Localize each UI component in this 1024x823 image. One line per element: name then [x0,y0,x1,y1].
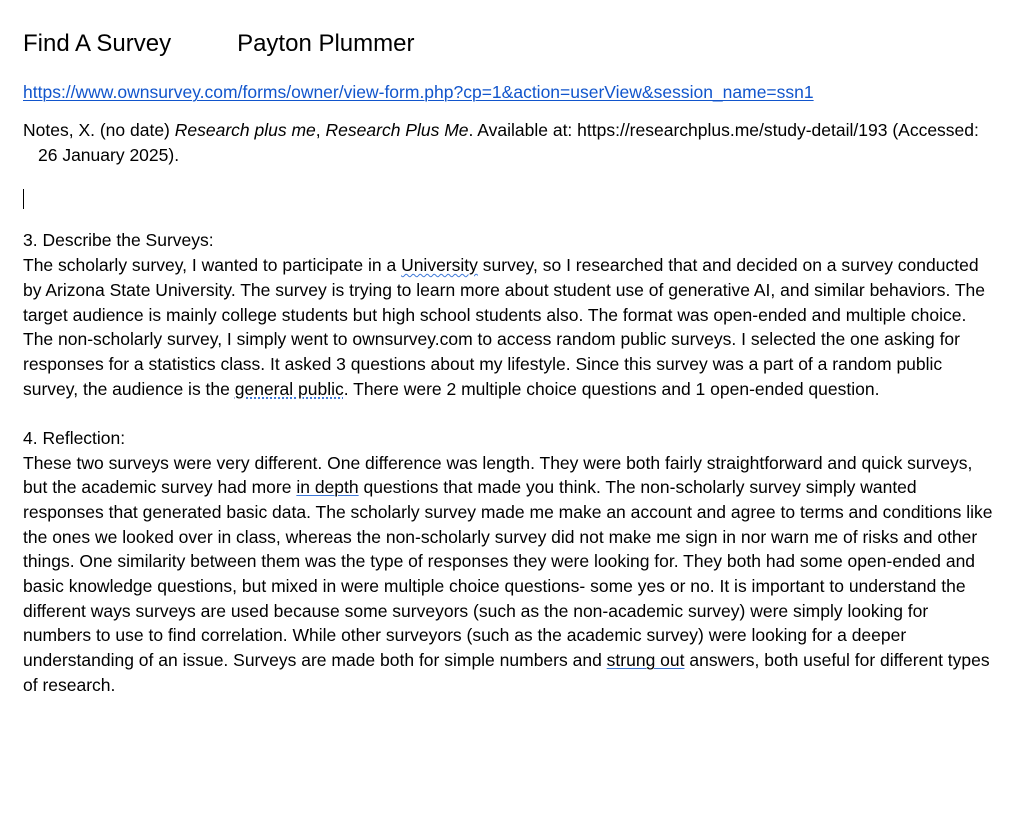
text-run: The non-scholarly survey, I simply went to ownsurvey.com to access random public surveys. I selected the one asking for responses for a statistics class. It asked 3 questions about my lifestyle. Since this survey was a part of a random public survey, the audience is the [23,329,960,399]
grammar-flag-strung-out[interactable]: strung out [606,650,685,671]
section-reflection[interactable] [23,426,998,698]
text-run: survey, so I researched that and decided on a survey conducted by Arizona State University. The survey is trying to learn more about student use of generative AI, and similar behaviors. The target audience is mainly college students but high school students also. The format was open-ended and multiple choice. [23,255,986,325]
paragraph-scholarly [23,253,998,327]
paragraph-non-scholarly [23,327,998,401]
grammar-flag-general-public[interactable]: general public [234,378,344,399]
document-page [23,28,1003,698]
citation-paragraph[interactable] [23,118,1003,167]
text-run: questions that made you think. The non-scholarly survey simply wanted responses that generated basic data. The scholarly survey made me make an account and agree to terms and conditions like the ones we looked over in class, whereas the non-scholarly survey did not make me sign in nor warn me of risks and other things. One similarity between them was the type of responses they were looking for. They both had some open-ended and basic knowledge questions, but mixed in were multiple choice questions- some yes or no. It is important to understand the different ways surveys are used because some surveyors (such as the non-academic survey) were simply looking for numbers to use to find correlation. While other surveyors (such as the academic survey) were looking for a deeper understanding of an issue. Surveys are made both for simple numbers and [23,477,993,671]
section-heading: 4. Reflection: [23,427,126,448]
section-describe-surveys[interactable] [23,228,998,401]
citation-title-2: Research Plus Me [325,120,469,140]
citation-title-1: Research plus me [174,120,316,140]
text-run: These two surveys were very different. One difference was length. They were both fairly straightforward and quick surveys, but the academic survey had more [23,452,973,498]
text-run: answers, both useful for different types of research. [23,650,990,695]
citation-prefix: Notes, X. (no date) [23,120,175,140]
document-title[interactable]: Find A Survey [23,30,172,57]
section-heading: 3. Describe the Surveys: [23,230,214,251]
citation-suffix: . Available at: https://researchplus.me/study-detail/193 (Accessed: 26 January 2025). [38,120,979,165]
document-header [23,28,1003,60]
text-cursor [23,189,24,209]
citation-separator: , [315,120,326,140]
empty-line[interactable] [23,187,1003,211]
grammar-flag-university[interactable]: University [401,255,478,276]
author-name[interactable]: Payton Plummer [237,30,415,57]
grammar-flag-in-depth[interactable]: in depth [296,477,359,498]
paragraph-reflection [23,451,998,698]
text-run: . There were 2 multiple choice questions and 1 open-ended question. [343,378,880,399]
text-run: The scholarly survey, I wanted to participate in a [23,255,402,276]
survey-link[interactable]: https://www.ownsurvey.com/forms/owner/view-form.php?cp=1&action=userView&session_name=ssn1 [23,82,814,102]
